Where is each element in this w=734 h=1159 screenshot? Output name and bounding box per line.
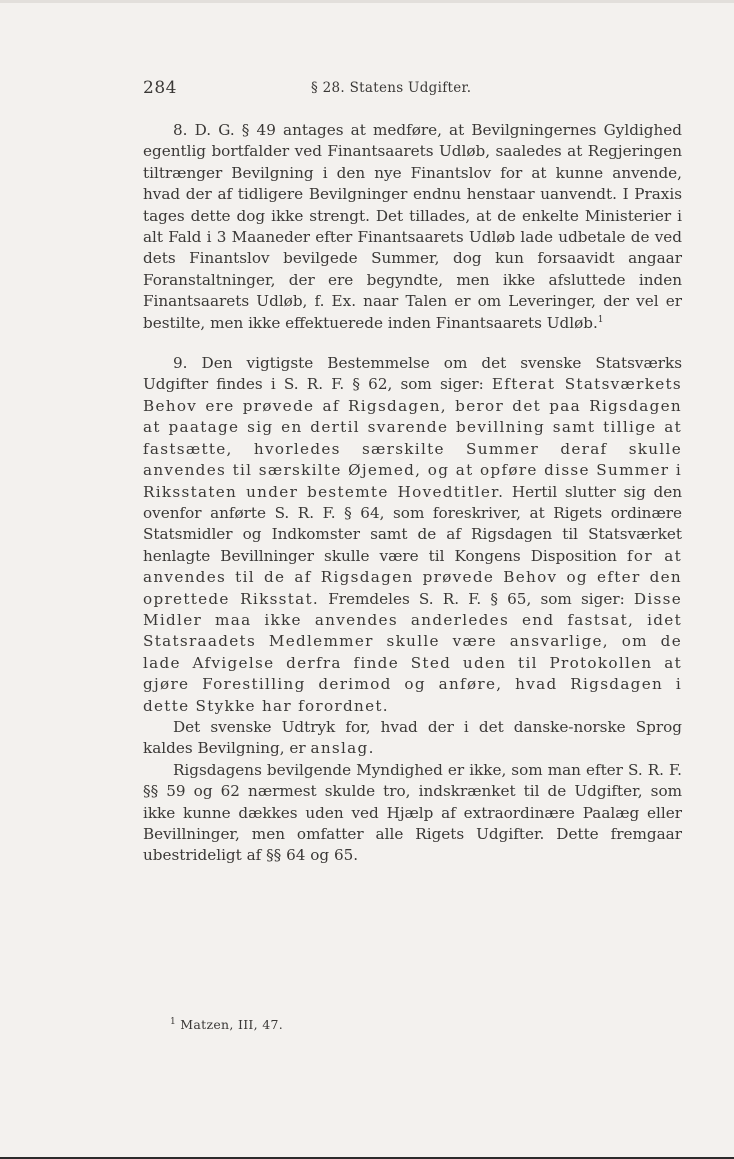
running-head: § 28. Statens Udgifter. (311, 80, 472, 96)
paragraph-8 (143, 120, 682, 334)
paragraph-9-continuation: Fremdeles S. R. F. § 65, som siger: (319, 589, 634, 608)
paragraph-anslag-text: Det svenske Udtryk for, hvad der i det danske-norske Sprog kaldes Bevilgning, er (143, 717, 682, 758)
quote-s-r-f-64: for at anvendes til de af Rigsdagen prøvede Behov og efter den oprettede Riksstat. (143, 546, 682, 608)
paragraph-anslag (143, 717, 682, 760)
paragraph-rigsdagen-text: Rigsdagens bevilgende Myndighed er ikke, som man efter S. R. F. §§ 59 og 62 nærmest skulde tro, indskrænket til de Udgifter, som ikke kunne dækkes uden ved Hjælp af extraordinære Paalæg eller Bevillninger, men omfatter alle Rigets Udgifter. Dette fremgaar ubestrideligt af §§ 64 og 65. (143, 760, 682, 865)
page-header (143, 78, 683, 102)
footnote-text: Matzen, III, 47. (176, 1017, 283, 1032)
page-number: 284 (143, 78, 177, 98)
paragraph-anslag-end: . (368, 739, 374, 758)
paragraph-9-intro: 9. Den vigtigste Bestemmelse om det svenske Statsværks Udgifter findes i S. R. F. § 62, som siger: (143, 354, 682, 394)
footnote (170, 1017, 283, 1032)
paragraph-gap (143, 334, 682, 353)
footnote-marker: 1 (170, 1016, 177, 1027)
page-top-edge (0, 0, 734, 3)
quote-s-r-f-62: Efterat Statsværkets Behov ere prøvede af Rigsdagen, beror det paa Rigsdagen at paatage sig en dertil svarende bevillning samt tillige at fastsætte, hvorledes særskilte Summer deraf skulle anvendes til særskilte Øjemed, og at opføre disse Summer i Riksstaten under bestemte Hovedtitler. (143, 375, 682, 501)
paragraph-9-middle: Hertil slutter sig den ovenfor anførte S. R. F. § 64, som foreskriver, at Rigets ordinære Statsmidler og Indkomster samt de af Rigsdagen til Statsværket henlagte Bevillninger skulle være til Kongens Disposition (143, 482, 683, 565)
body-text (143, 120, 682, 867)
paragraph-rigsdagen (143, 760, 682, 867)
paragraph-9 (143, 353, 682, 717)
paragraph-8-text: 8. D. G. § 49 antages at medføre, at Bevilgningernes Gyldighed egentlig bortfalder ved Finantsaarets Udløb, saaledes at Regjeringen tiltrænger Bevilgning i den nye Finantslov for at kunne anvende, hvad der af tidligere Bevilgninger endnu henstaar uanvendt. I Praxis tages dette dog ikke strengt. Det tillades, at de enkelte Ministerier i alt Fald i 3 Maaneder efter Finantsaarets Udløb lade udbetale de ved dets Finantslov bevilgede Summer, dog kun forsaavidt angaar Foranstaltninger, der ere begyndte, men ikke afsluttede inden Finantsaarets Udløb, f. Ex. naar Talen er om Leveringer, der vel er bestilte, men ikke effektuerede inden Finantsaarets Udløb. (143, 121, 682, 332)
term-anslag: anslag (310, 739, 369, 758)
footnote-reference: 1 (597, 314, 604, 325)
quote-s-r-f-65: Disse Midler maa ikke anvendes anderledes end fastsat, idet Statsraadets Medlemmer skulle være ansvarlige, om de lade Afvigelse derfra finde Sted uden til Protokollen at gjøre Forestilling derimod og anføre, hvad Rigsdagen i dette Stykke har forordnet. (143, 589, 682, 715)
